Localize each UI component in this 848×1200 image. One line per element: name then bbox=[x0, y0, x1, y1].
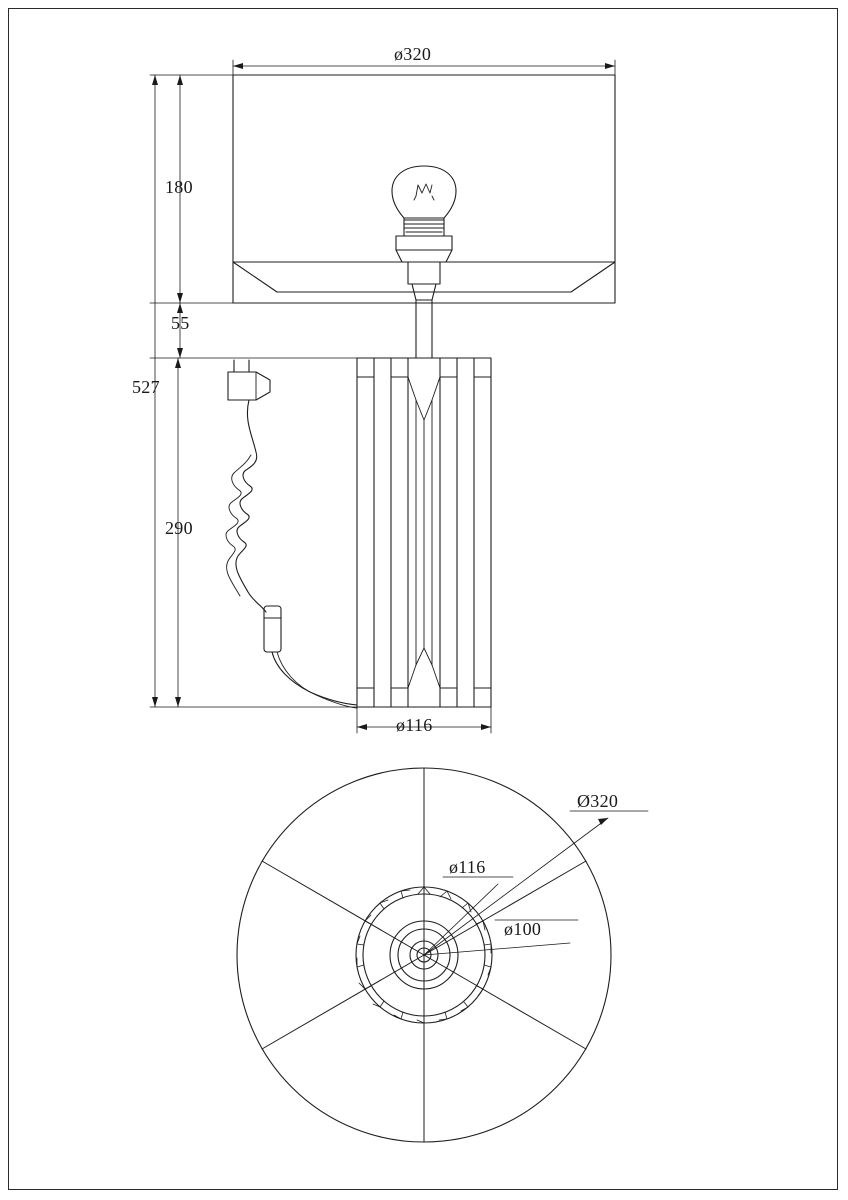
dim-plan-shade-diameter: Ø320 bbox=[577, 791, 619, 811]
bulb bbox=[392, 166, 456, 236]
power-cord bbox=[226, 360, 357, 708]
dim-body-height: 290 bbox=[165, 518, 193, 538]
lamp-body bbox=[357, 358, 491, 707]
dim-shade-diameter-top: ø320 bbox=[394, 44, 432, 64]
dim-shade-height: 180 bbox=[165, 177, 193, 197]
lamp-neck bbox=[416, 300, 432, 358]
dim-body-diameter: ø116 bbox=[396, 715, 433, 735]
dim-plan-body-diameter: ø116 bbox=[449, 857, 486, 877]
dim-total-height: 527 bbox=[132, 377, 160, 397]
lamp-socket bbox=[396, 236, 452, 300]
dim-neck-height: 55 bbox=[171, 313, 190, 333]
dim-plan-inner-diameter: ø100 bbox=[504, 919, 542, 939]
plan-view bbox=[237, 768, 648, 1142]
dimension-lines-front bbox=[150, 60, 615, 733]
